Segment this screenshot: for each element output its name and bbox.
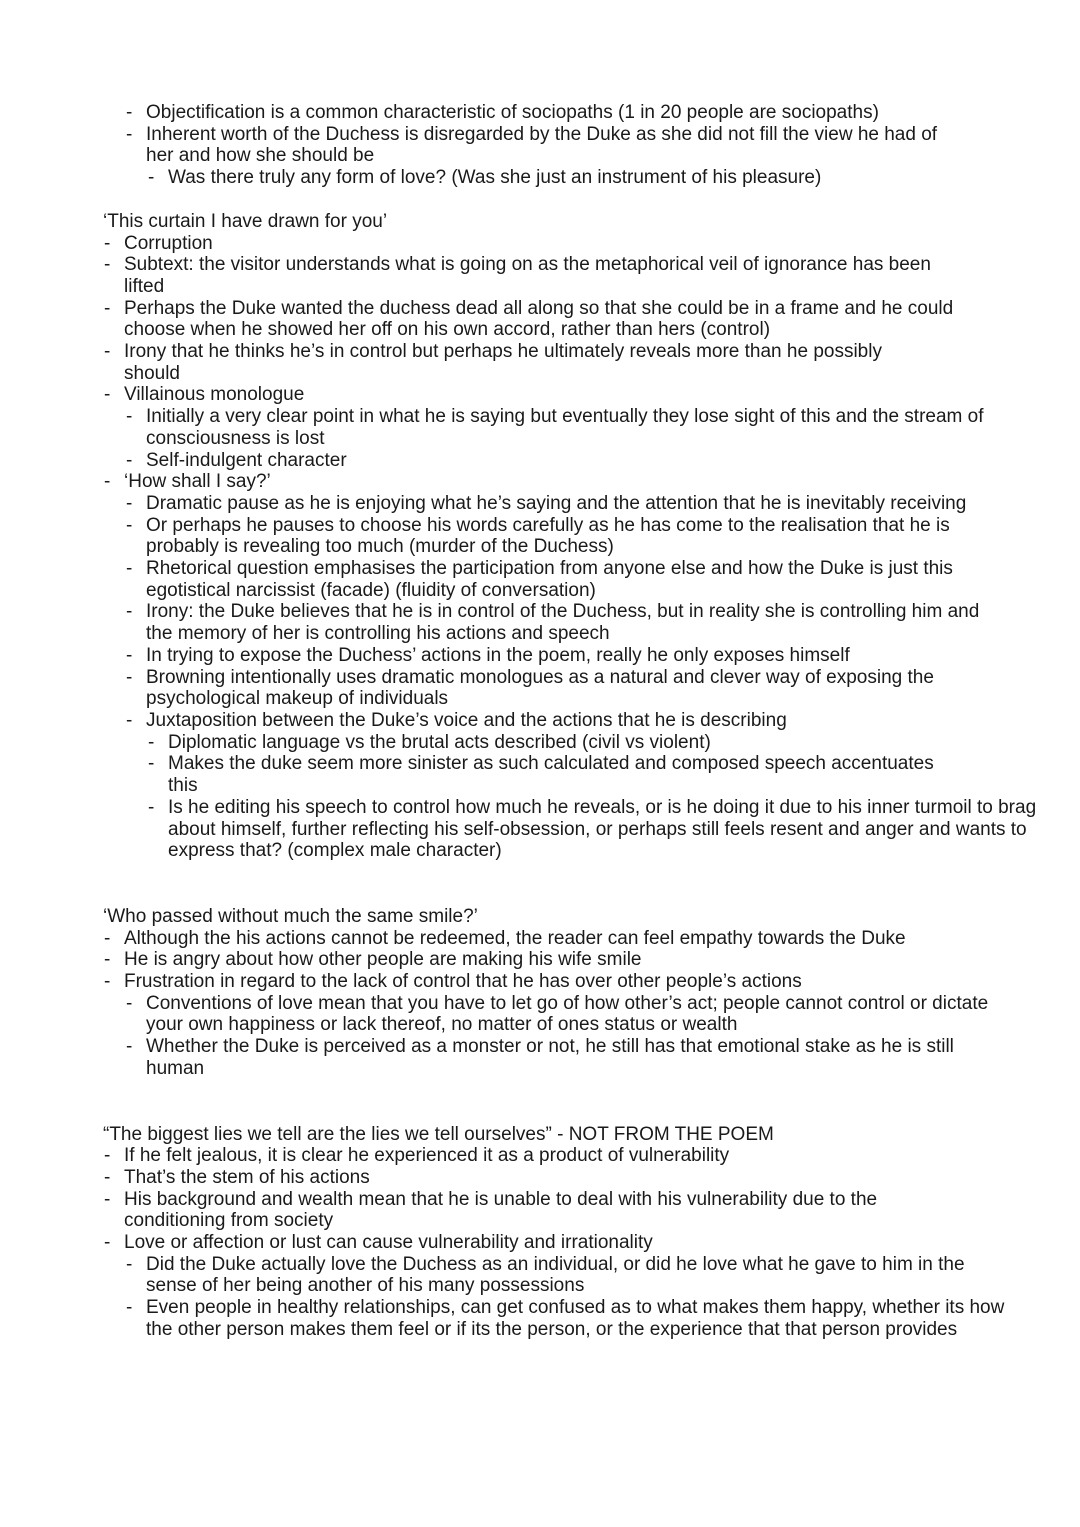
dash-marker: - [126, 601, 133, 623]
dash-marker: - [104, 471, 111, 493]
bullet-item [103, 298, 964, 341]
bullet-item [103, 406, 996, 449]
notes-section-intro [103, 102, 1003, 189]
dash-marker: - [126, 123, 133, 145]
dash-marker: - [104, 384, 111, 406]
bullet-item [103, 645, 1006, 667]
dash-marker: - [104, 949, 111, 971]
dash-marker: - [104, 1166, 111, 1188]
dash-marker: - [104, 1188, 111, 1210]
bullet-text: Inherent worth of the Duchess is disregarded by the Duke as she did not fill the view he had of her and how she should be [146, 123, 938, 167]
bullet-text: Even people in healthy relationships, can get confused as to what makes them happy, whether its how the other person makes them feel or if its the person, or the experience that that person provides [146, 1297, 1005, 1340]
bullet-item [103, 710, 1006, 732]
dash-marker: - [148, 796, 155, 818]
bullet-text: Although the his actions cannot be redeemed, the reader can feel empathy towards the Duke [124, 927, 906, 949]
bullet-item [103, 254, 944, 297]
bullet-text: Love or affection or lust can cause vulnerability and irrationality [124, 1232, 653, 1254]
bullet-text: Dramatic pause as he is enjoying what he’s saying and the attention that he is inevitably receiving [146, 492, 967, 514]
bullet-item [103, 601, 1006, 644]
section-heading: ‘Who passed without much the same smile?’ [103, 905, 478, 927]
bullet-item [103, 1297, 1016, 1340]
bullet-item [103, 167, 1028, 189]
dash-marker: - [104, 341, 111, 363]
bullet-item [103, 797, 1038, 862]
bullet-text: He is angry about how other people are making his wife smile [124, 949, 642, 971]
bullet-item [103, 949, 944, 971]
bullet-item [103, 667, 1006, 710]
bullet-text: Rhetorical question emphasises the participation from anyone else and how the Duke is just this egotistical narcissist (facade) (fluidity of conversation) [146, 558, 953, 601]
section-heading: “The biggest lies we tell are the lies we tell ourselves” - NOT FROM THE POEM [103, 1123, 774, 1145]
bullet-item [103, 971, 944, 993]
bullet-text: Was there truly any form of love? (Was she just an instrument of his pleasure) [168, 167, 822, 189]
dash-marker: - [148, 753, 155, 775]
bullet-item [103, 993, 1016, 1036]
bullet-text: Corruption [124, 232, 213, 254]
bullet-item [103, 124, 966, 167]
bullet-item [103, 558, 1016, 601]
bullet-text: Objectification is a common characteristic of sociopaths (1 in 20 people are sociopaths) [146, 102, 879, 123]
bullet-item [103, 102, 1006, 124]
bullet-text: ‘How shall I say?’ [124, 471, 271, 493]
bullet-item [103, 450, 966, 472]
bullet-text: Irony: the Duke believes that he is in control of the Duchess, but in reality she is controlling him and the memory of her is controlling his actions and speech [146, 601, 980, 645]
bullet-text: Is he editing his speech to control how much he reveals, or is he doing it due to his inner turmoil to brag about himself, further reflecting his self-obsession, or perhaps still feels resent and anger and wants to express that? (complex male character) [168, 796, 1037, 862]
bullet-item [103, 1036, 1016, 1079]
bullet-item [103, 384, 944, 406]
bullet-text: That’s the stem of his actions [124, 1166, 370, 1188]
dash-marker: - [104, 297, 111, 319]
dash-marker: - [126, 1297, 133, 1319]
bullet-text: Frustration in regard to the lack of control that he has over other people’s actions [124, 971, 802, 993]
dash-marker: - [126, 102, 133, 123]
dash-marker: - [148, 167, 155, 189]
dash-marker: - [104, 1232, 111, 1254]
dash-marker: - [104, 971, 111, 993]
bullet-text: Did the Duke actually love the Duchess as an individual, or did he love what he gave to him in the sense of her being another of his many possessions [146, 1253, 965, 1297]
dash-marker: - [148, 731, 155, 753]
bullet-text: Conventions of love mean that you have to let go of how other’s act; people cannot control or dictate your own happiness or lack thereof, no matter of ones status or wealth [146, 992, 989, 1036]
bullet-item [103, 1145, 944, 1167]
bullet-item [103, 1167, 944, 1189]
bullet-text: Whether the Duke is perceived as a monster or not, he still has that emotional stake as he is still human [146, 1036, 954, 1079]
bullet-item [103, 928, 1004, 950]
dash-marker: - [104, 254, 111, 276]
dash-marker: - [126, 709, 133, 731]
bullet-text: Diplomatic language vs the brutal acts described (civil vs violent) [168, 731, 711, 753]
dash-marker: - [126, 449, 133, 471]
dash-marker: - [126, 558, 133, 580]
dash-marker: - [104, 927, 111, 949]
bullet-item [103, 471, 944, 493]
bullet-text: Initially a very clear point in what he is saying but eventually they lose sight of this and the stream of consciousness is lost [146, 406, 984, 449]
bullet-text: Browning intentionally uses dramatic monologues as a natural and clever way of exposing the psychological makeup of individuals [146, 666, 934, 710]
bullet-text: Irony that he thinks he’s in control but perhaps he ultimately reveals more than he possibly should [124, 341, 882, 384]
dash-marker: - [126, 492, 133, 514]
bullet-item [103, 341, 939, 384]
section-heading: ‘This curtain I have drawn for you’ [103, 210, 388, 232]
notes-page [103, 102, 1037, 1341]
dash-marker: - [126, 992, 133, 1014]
bullet-text: His background and wealth mean that he is unable to deal with his vulnerability due to the conditioning from society [124, 1188, 878, 1232]
dash-marker: - [126, 406, 133, 428]
bullet-text: In trying to expose the Duchess’ actions in the poem, really he only exposes himself [146, 644, 850, 666]
dash-marker: - [126, 514, 133, 536]
bullet-text: If he felt jealous, it is clear he experienced it as a product of vulnerability [124, 1145, 730, 1167]
bullet-item [103, 233, 944, 255]
bullet-text: Villainous monologue [124, 384, 305, 406]
bullet-item [103, 753, 958, 796]
dash-marker: - [126, 1036, 133, 1058]
bullet-text: Subtext: the visitor understands what is going on as the metaphorical veil of ignorance has been lifted [124, 254, 931, 297]
dash-marker: - [104, 1145, 111, 1167]
notes-section-lies [103, 1124, 1003, 1341]
bullet-text: Perhaps the Duke wanted the duchess dead all along so that she could be in a frame and he could choose when he showed her off on his own accord, rather than hers (control) [124, 297, 954, 341]
dash-marker: - [104, 232, 111, 254]
dash-marker: - [126, 644, 133, 666]
bullet-item [103, 1232, 944, 1254]
bullet-item [103, 493, 981, 515]
dash-marker: - [126, 1253, 133, 1275]
notes-section-curtain [103, 210, 1037, 862]
bullet-text: Juxtaposition between the Duke’s voice and the actions that he is describing [146, 709, 787, 731]
bullet-text: Self-indulgent character [146, 449, 347, 471]
bullet-item [103, 515, 1026, 558]
dash-marker: - [126, 666, 133, 688]
bullet-text: Makes the duke seem more sinister as such calculated and composed speech accentuates this [168, 753, 934, 797]
bullet-text: Or perhaps he pauses to choose his words carefully as he has come to the realisation that he is probably is revealing too much (murder of the Duchess) [146, 514, 950, 558]
bullet-item [103, 1254, 1006, 1297]
bullet-item [103, 1189, 954, 1232]
bullet-item [103, 732, 1028, 754]
notes-section-smile [103, 906, 1003, 1080]
